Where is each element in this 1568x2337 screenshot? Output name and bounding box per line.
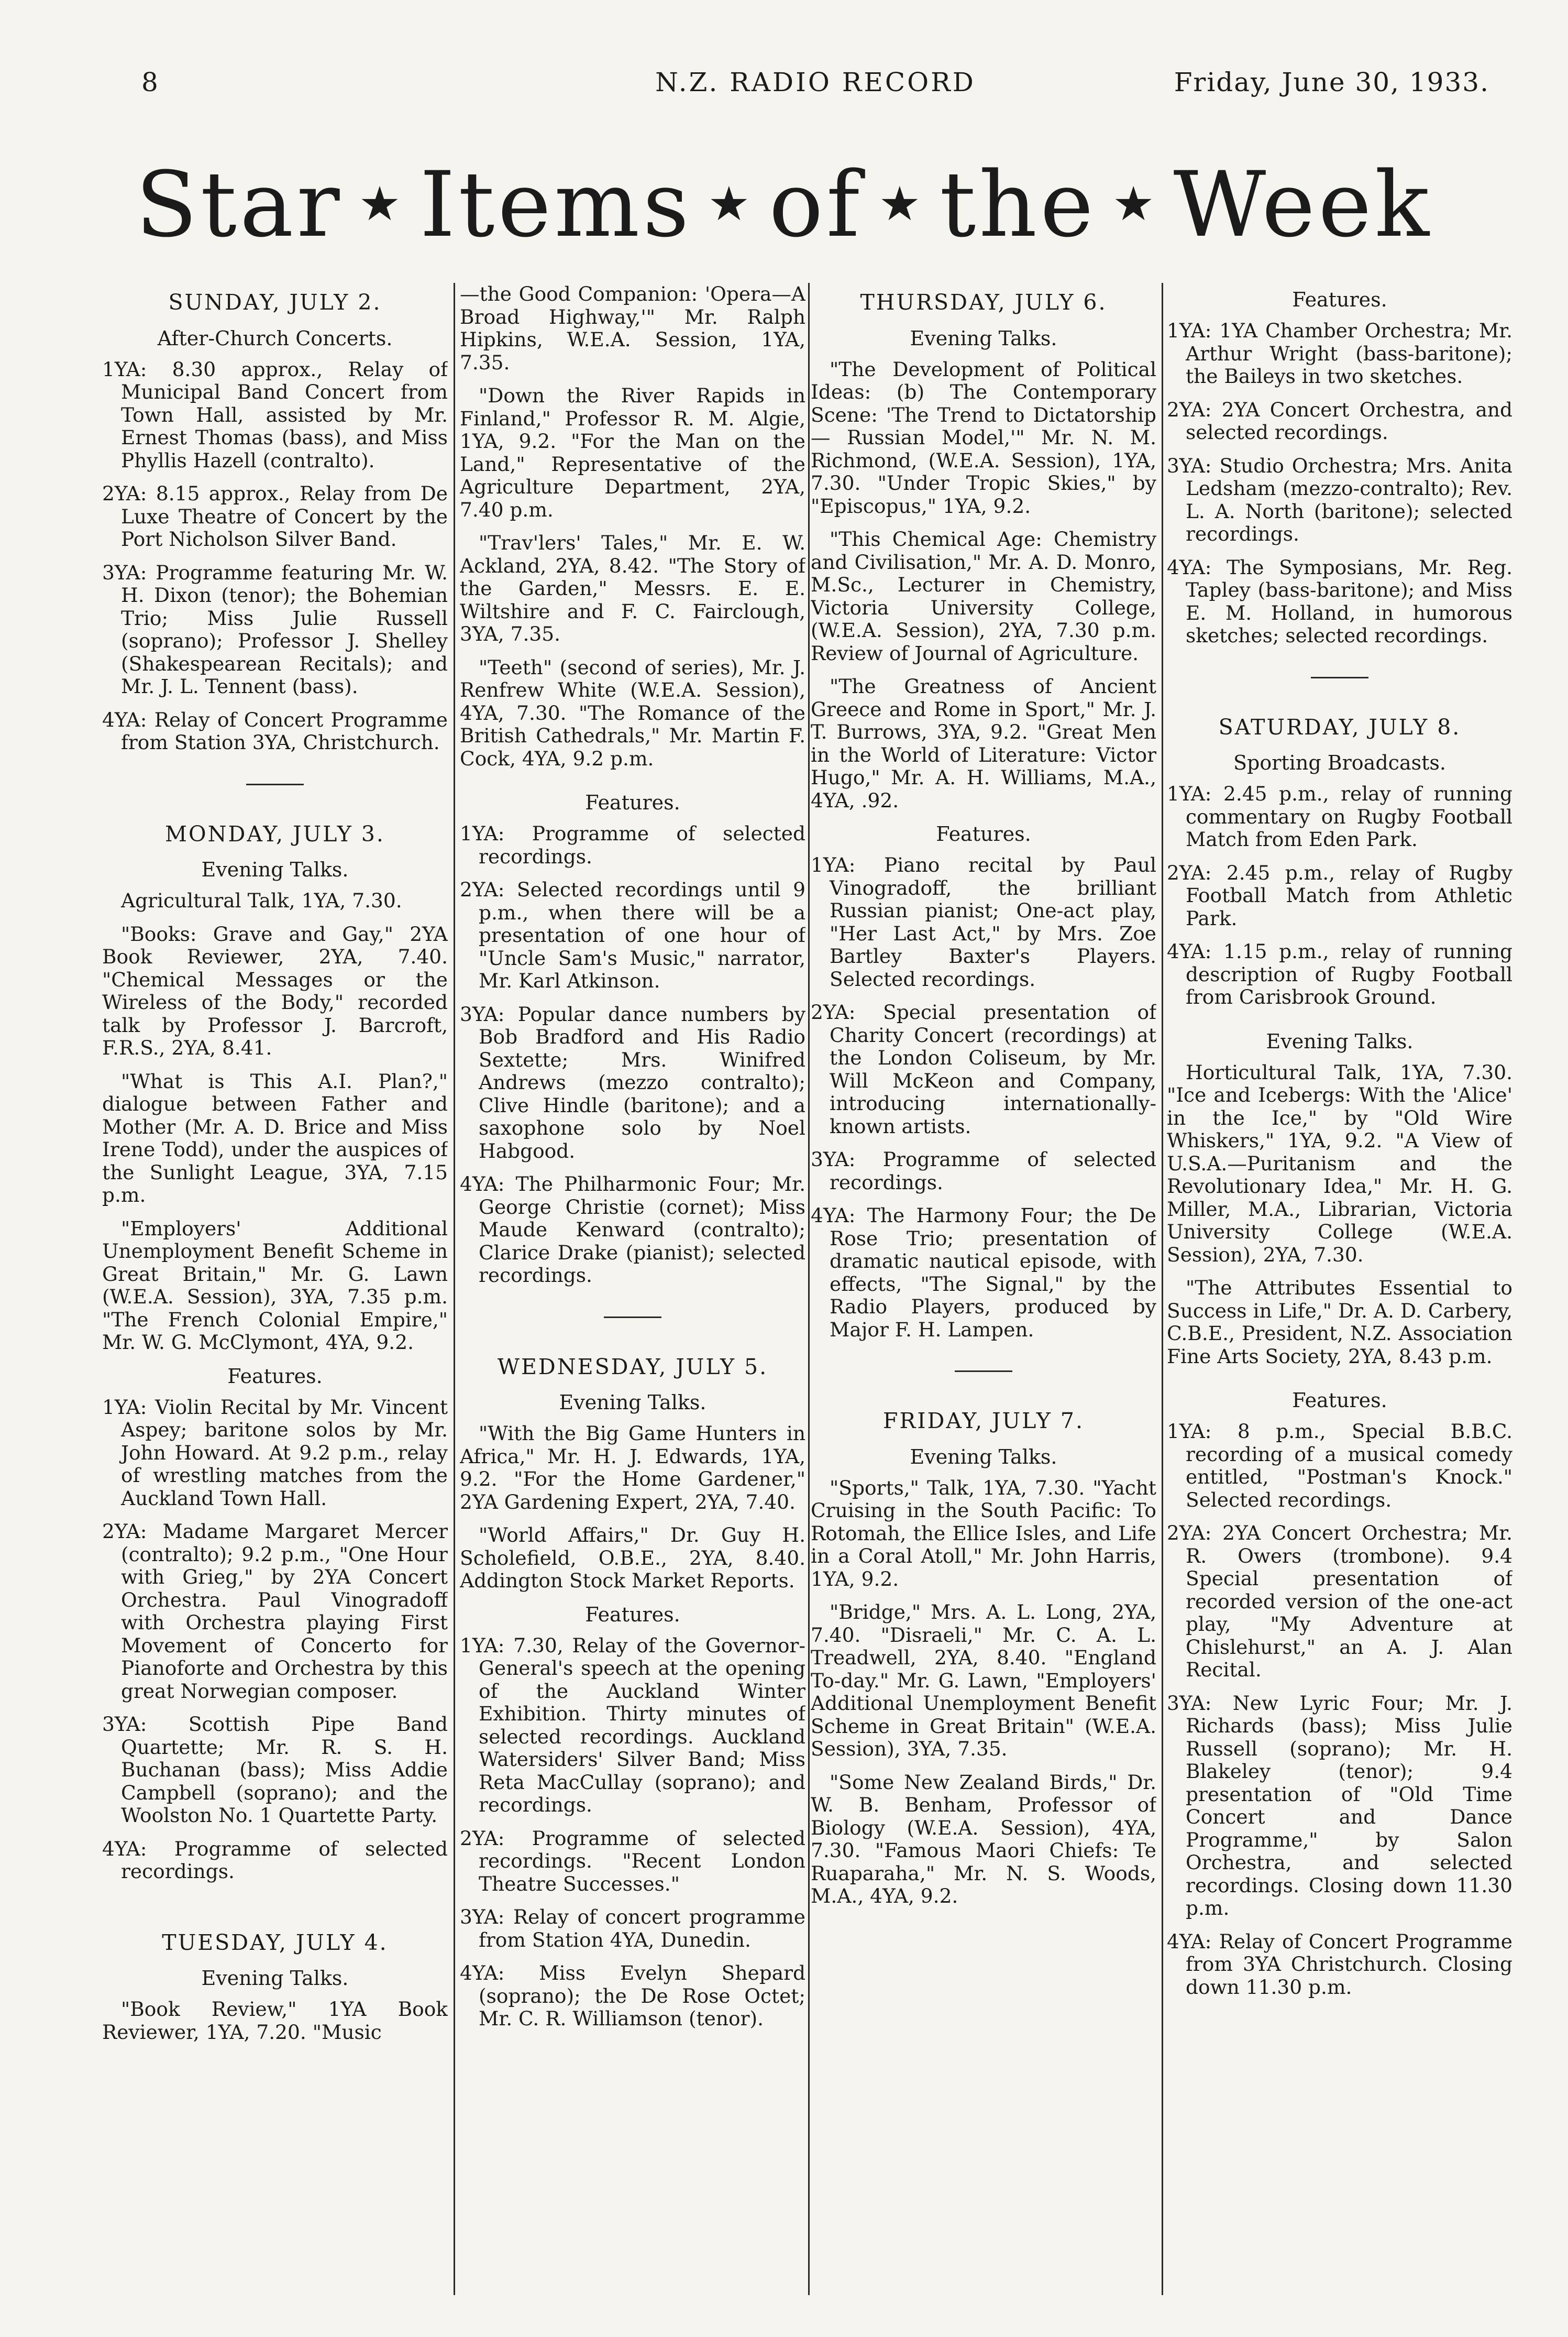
listing-item: 3YA: Studio Orchestra; Mrs. Anita Ledsham (mezzo-contralto); Rev. L. A. North (baritone); selected recordings. — [1167, 454, 1512, 546]
section-heading: Evening Talks. — [1266, 1029, 1414, 1053]
column-1 — [102, 283, 448, 2300]
section-heading: Evening Talks. — [910, 1445, 1057, 1468]
publication-name: N.Z. RADIO RECORD — [655, 67, 976, 97]
day-heading-friday: FRIDAY, JULY 7. — [883, 1408, 1084, 1434]
listing-item: 1YA: 8.30 approx., Relay of Municipal Band Concert from Town Hall, assisted by Mr. Ernest Thomas (bass), and Miss Phyllis Hazell (contralto). — [102, 357, 448, 472]
talk-item: "Book Review," 1YA Book Reviewer, 1YA, 7.20. "Music — [102, 1998, 448, 2044]
talk-item: "What is This A.I. Plan?," dialogue between Father and Mother (Mr. A. D. Brice and Miss Irene Todd), under the auspices of the Sunlight League, 3YA, 7.15 p.m. — [102, 1069, 448, 1207]
title-word: the — [940, 152, 1097, 257]
talk-item: "Trav'lers' Tales," Mr. E. W. Ackland, 2YA, 8.42. "The Story of the Garden," Messrs. E. E. Wiltshire and F. C. Fairclough, 3YA, 7.35. — [460, 531, 805, 645]
section-heading: Features. — [1292, 288, 1387, 311]
talk-item: "With the Big Game Hunters in Africa," Mr. H. J. Edwards, 1YA, 9.2. "For the Home Gardener," 2YA Gardening Expert, 2YA, 7.40. — [460, 1422, 805, 1513]
day-heading-sunday: SUNDAY, JULY 2. — [168, 290, 382, 315]
listing-item: 2YA: 2YA Concert Orchestra; Mr. R. Owers (trombone). 9.4 Special presentation of recorded version of the one-act play, "My Adventure at Chislehurst," an A. J. Alan Recital. — [1167, 1521, 1512, 1682]
day-heading-saturday: SATURDAY, JULY 8. — [1218, 714, 1461, 740]
page-header — [141, 67, 1489, 109]
section-heading: After-Church Concerts. — [157, 326, 393, 350]
section-heading: Sporting Broadcasts. — [1233, 751, 1446, 775]
listing-item: 4YA: Relay of Concert Programme from 3YA Christchurch. Closing down 11.30 p.m. — [1167, 1929, 1512, 1999]
day-heading-thursday: THURSDAY, JULY 6. — [860, 290, 1107, 315]
listing-item: 3YA: Programme featuring Mr. W. H. Dixon (tenor); the Bohemian Trio; Miss Julie Russell (soprano); Professor J. Shelley (Shakespearean Recitals); and Mr. J. L. Tennent (bass). — [102, 561, 448, 698]
section-heading: Features. — [1292, 1389, 1387, 1412]
talk-item: Agricultural Talk, 1YA, 7.30. — [121, 889, 402, 913]
talk-item: "The Attributes Essential to Success in Life," Dr. A. D. Carbery, C.B.E., President, N.Z. Association Fine Arts Society, 2YA, 8.43 p.m. — [1167, 1276, 1512, 1368]
listing-item: 4YA: The Philharmonic Four; Mr. George Christie (cornet); Miss Maude Kenward (contralto); Clarice Drake (pianist); selected recordings. — [460, 1172, 805, 1287]
listing-item: 2YA: 8.15 approx., Relay from De Luxe Theatre of Concert by the Port Nicholson Silver Band. — [102, 482, 448, 551]
talk-item: —the Good Companion: 'Opera—A Broad Highway,'" Mr. Ralph Hipkins, W.E.A. Session, 1YA, 7.35. — [460, 283, 805, 374]
day-heading-monday: MONDAY, JULY 3. — [165, 821, 385, 847]
star-icon: ★ — [1112, 177, 1158, 232]
page-number: 8 — [141, 67, 159, 97]
listing-item: 2YA: 2.45 p.m., relay of Rugby Football Match from Athletic Park. — [1167, 861, 1512, 930]
star-icon: ★ — [708, 177, 754, 232]
section-divider — [246, 784, 304, 785]
star-icon: ★ — [358, 177, 404, 232]
listing-item: 2YA: Madame Margaret Mercer (contralto); 9.2 p.m., "One Hour with Grieg," by 2YA Concert Orchestra. Paul Vinogradoff with Orchestra playing First Movement of Concerto for Pianoforte and Orchestra by this great Norwegian composer. — [102, 1520, 448, 1703]
listing-item: 2YA: 2YA Concert Orchestra, and selected recordings. — [1167, 398, 1512, 444]
title-word: Items — [419, 152, 692, 257]
talk-item: "Down the River Rapids in Finland," Professor R. M. Algie, 1YA, 9.2. "For the Man on the Land," Representative of the Agriculture Department, 2YA, 7.40 p.m. — [460, 384, 805, 521]
column-4 — [1167, 283, 1512, 2300]
section-heading: Features. — [936, 822, 1031, 846]
talk-item: "Sports," Talk, 1YA, 7.30. "Yacht Cruising in the South Pacific: To Rotomah, the Ellice Isles, and Life in a Coral Atoll," Mr. John Harris, 1YA, 9.2. — [811, 1476, 1156, 1590]
listing-item: 1YA: 7.30, Relay of the Governor-General's speech at the opening of the Auckland Winter Exhibition. Thirty minutes of selected recordings. Auckland Watersiders' Silver Band; Miss Reta MacCullay (soprano); and recordings. — [460, 1633, 805, 1817]
issue-date: Friday, June 30, 1933. — [1174, 67, 1489, 97]
title-word: Star — [135, 152, 343, 257]
day-heading-tuesday: TUESDAY, JULY 4. — [162, 1929, 388, 1955]
listing-item: 3YA: Popular dance numbers by Bob Bradford and His Radio Sextette; Mrs. Winifred Andrews (mezzo contralto); Clive Hindle (baritone); and a saxophone solo by Noel Habgood. — [460, 1002, 805, 1162]
section-divider — [1311, 677, 1368, 678]
talk-item: "Books: Grave and Gay," 2YA Book Reviewer, 2YA, 7.40. "Chemical Messages or the Wireless of the Body," recorded talk by Professor J. Barcroft, F.R.S., 2YA, 8.41. — [102, 922, 448, 1060]
listing-item: 3YA: Relay of concert programme from Station 4YA, Dunedin. — [460, 1905, 805, 1951]
talk-item: "This Chemical Age: Chemistry and Civilisation," Mr. A. D. Monro, M.Sc., Lecturer in Chemistry, Victoria University College, (W.E.A. Session), 2YA, 7.30 p.m. Review of Journal of Agriculture. — [811, 528, 1156, 665]
section-divider — [604, 1316, 661, 1318]
column-divider — [808, 283, 810, 2295]
listing-item: 1YA: Violin Recital by Mr. Vincent Aspey; baritone solos by Mr. John Howard. At 9.2 p.m., relay of wrestling matches from the Auckland Town Hall. — [102, 1395, 448, 1510]
listing-item: 4YA: The Symposians, Mr. Reg. Tapley (bass-baritone); and Miss E. M. Holland, in humorous sketches; selected recordings. — [1167, 555, 1512, 648]
listing-item: 1YA: 8 p.m., Special B.B.C. recording of a musical comedy entitled, "Postman's Knock." Selected recordings. — [1167, 1420, 1512, 1511]
talk-item: "World Affairs," Dr. Guy H. Scholefield, O.B.E., 2YA, 8.40. Addington Stock Market Reports. — [460, 1523, 805, 1593]
talk-item: "The Greatness of Ancient Greece and Rome in Sport," Mr. J. T. Burrows, 3YA, 9.2. "Great Men in the World of Literature: Victor Hugo," Mr. A. H. Williams, M.A., 4YA, .92. — [811, 675, 1156, 812]
talk-item: Horticultural Talk, 1YA, 7.30. "Ice and Icebergs: With the 'Alice' in the Ice," by "Old Wire Whiskers," 1YA, 9.2. "A View of U.S.A.—Puritanism and the Revolutionary Idea," Mr. H. G. Miller, M.A., Librarian, Victoria University College (W.E.A. Session), 2YA, 7.30. — [1167, 1060, 1512, 1266]
day-heading-wednesday: WEDNESDAY, JULY 5. — [497, 1354, 768, 1379]
listing-item: 3YA: Scottish Pipe Band Quartette; Mr. R. S. H. Buchanan (bass); Miss Addie Campbell (soprano); and the Woolston No. 1 Quartette Party. — [102, 1713, 448, 1827]
column-2 — [460, 283, 805, 2300]
listing-item: 1YA: Programme of selected recordings. — [460, 822, 805, 868]
listing-item: 2YA: Programme of selected recordings. "Recent London Theatre Successes." — [460, 1826, 805, 1895]
section-divider — [955, 1370, 1012, 1372]
page-title — [0, 152, 1568, 257]
column-3 — [811, 283, 1156, 2300]
column-divider — [454, 283, 455, 2295]
section-heading: Evening Talks. — [559, 1391, 706, 1414]
listing-item: 2YA: Special presentation of Charity Concert (recordings) at the London Coliseum, by Mr. Will McKeon and Company, introducing internationally-known artists. — [811, 1001, 1156, 1138]
talk-item: "Teeth" (second of series), Mr. J. Renfrew White (W.E.A. Session), 4YA, 7.30. "The Romance of the British Cathedrals," Mr. Martin F. Cock, 4YA, 9.2 p.m. — [460, 655, 805, 770]
section-heading: Features. — [585, 1603, 680, 1626]
listing-item: 2YA: Selected recordings until 9 p.m., when there will be a presentation of one hour of "Uncle Sam's Music," narrator, Mr. Karl Atkinson. — [460, 878, 805, 993]
talk-item: "Bridge," Mrs. A. L. Long, 2YA, 7.40. "Disraeli," Mr. C. A. L. Treadwell, 2YA, 8.40. "England To-day." Mr. G. Lawn, "Employers' Additional Unemployment Benefit Scheme in Great Britain" (W.E.A. Session), 3YA, 7.35. — [811, 1600, 1156, 1761]
star-icon: ★ — [878, 177, 924, 232]
listing-item: 1YA: 2.45 p.m., relay of running commentary on Rugby Football Match from Eden Park. — [1167, 782, 1512, 851]
listing-item: 4YA: Miss Evelyn Shepard (soprano); the De Rose Octet; Mr. C. R. Williamson (tenor). — [460, 1961, 805, 2031]
listing-item: 4YA: The Harmony Four; the De Rose Trio; presentation of dramatic nautical episode, with effects, "The Signal," by the Radio Players, produced by Major F. H. Lampen. — [811, 1204, 1156, 1341]
listing-item: 3YA: Programme of selected recordings. — [811, 1148, 1156, 1194]
title-word: of — [769, 152, 863, 257]
section-heading: Features. — [585, 791, 680, 814]
listing-item: 4YA: Relay of Concert Programme from Station 3YA, Christchurch. — [102, 708, 448, 754]
listing-item: 3YA: New Lyric Four; Mr. J. Richards (bass); Miss Julie Russell (soprano); Mr. H. Blakeley (tenor); 9.4 presentation of "Old Time Concert and Dance Programme," by Salon Orchestra, and selected recordings. Closing down 11.30 p.m. — [1167, 1691, 1512, 1920]
title-word: Week — [1173, 152, 1433, 257]
section-heading: Features. — [227, 1364, 323, 1388]
talk-item: "Some New Zealand Birds," Dr. W. B. Benham, Professor of Biology (W.E.A. Session), 4YA, 7.30. "Famous Maori Chiefs: Te Ruaparaha," Mr. N. S. Woods, M.A., 4YA, 9.2. — [811, 1770, 1156, 1908]
listing-item: 1YA: Piano recital by Paul Vinogradoff, the brilliant Russian pianist; One-act play, "Her Last Act," by Mrs. Zoe Bartley Baxter's Players. Selected recordings. — [811, 853, 1156, 991]
talk-item: "The Development of Political Ideas: (b) The Contemporary Scene: 'The Trend to Dictatorship — Russian Model,'" Mr. N. M. Richmond, (W.E.A. Session), 1YA, 7.30. "Under Tropic Skies," by "Episcopus," 1YA, 9.2. — [811, 357, 1156, 518]
listing-item: 4YA: 1.15 p.m., relay of running description of Rugby Football from Carisbrook Ground. — [1167, 940, 1512, 1009]
talk-item: "Employers' Additional Unemployment Benefit Scheme in Great Britain," Mr. G. Lawn (W.E.A. Session), 3YA, 7.35 p.m. "The French Colonial Empire," Mr. W. G. McClymont, 4YA, 9.2. — [102, 1216, 448, 1354]
listing-item: 4YA: Programme of selected recordings. — [102, 1837, 448, 1883]
section-heading: Evening Talks. — [201, 1967, 349, 1990]
section-heading: Evening Talks. — [201, 858, 349, 882]
column-divider — [1162, 283, 1163, 2295]
section-heading: Evening Talks. — [910, 326, 1057, 350]
listing-item: 1YA: 1YA Chamber Orchestra; Mr. Arthur Wright (bass-baritone); the Baileys in two sketches. — [1167, 319, 1512, 388]
